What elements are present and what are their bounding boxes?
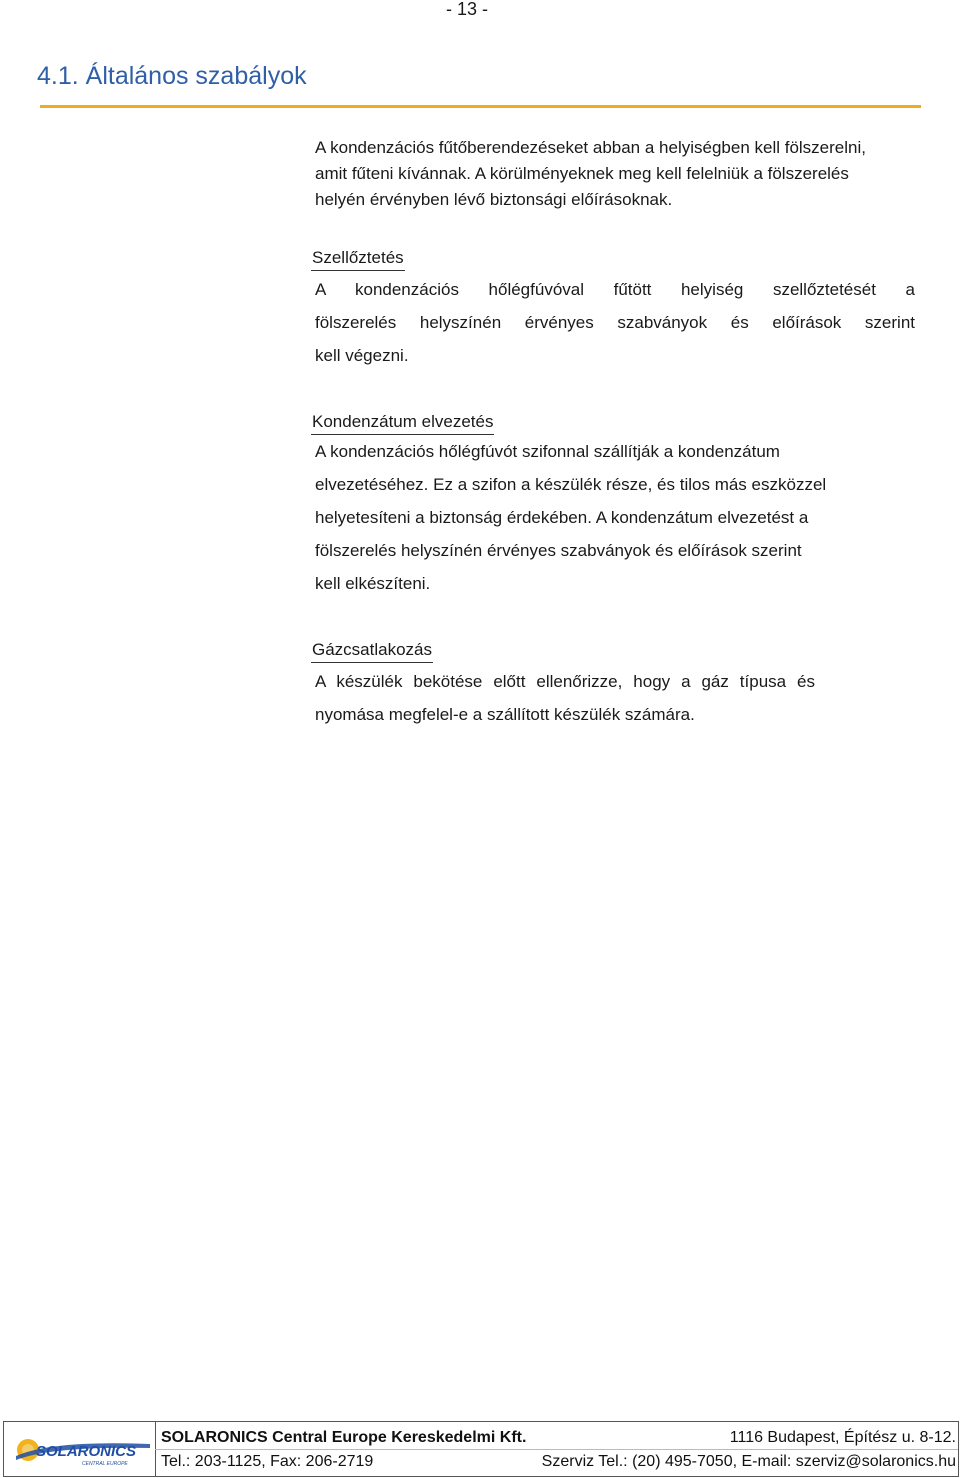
footer-company: SOLARONICS Central Europe Kereskedelmi Kft. xyxy=(161,1429,527,1446)
logo-subtext: CENTRAL EUROPE xyxy=(82,1461,128,1467)
page-footer xyxy=(3,1421,959,1477)
section-ventilation xyxy=(312,248,915,372)
paragraph-line: A készülék bekötése előtt ellenőrizze, hogy a gáz típusa és xyxy=(315,672,815,691)
subheading-gas-connection: Gázcsatlakozás xyxy=(311,640,433,663)
subheading-ventilation: Szellőztetés xyxy=(311,248,405,271)
paragraph-line: fölszerelés helyszínén érvényes szabványok és előírások szerint xyxy=(315,313,915,332)
paragraph-line: A kondenzációs hőlégfúvót szifonnal szállítják a kondenzátum xyxy=(315,442,780,461)
section-condensate-drain xyxy=(312,412,915,600)
intro-line: A kondenzációs fűtőberendezéseket abban a helyiségben kell fölszerelni, xyxy=(315,138,866,157)
solaronics-logo xyxy=(12,1432,152,1468)
paragraph-line: elvezetéséhez. Ez a szifon a készülék része, és tilos más eszközzel xyxy=(315,475,827,494)
subheading-condensate-drain: Kondenzátum elvezetés xyxy=(311,412,494,435)
intro-line: amit fűteni kívánnak. A körülményeknek meg kell felelniük a fölszerelés xyxy=(315,164,849,183)
footer-divider xyxy=(155,1449,958,1450)
footer-service: Szerviz Tel.: (20) 495-7050, E-mail: szerviz@solaronics.hu xyxy=(541,1453,956,1470)
paragraph-line: helyetesíteni a biztonság érdekében. A kondenzátum elvezetést a xyxy=(315,508,809,527)
paragraph-line: kell végezni. xyxy=(315,346,409,365)
footer-phone-fax: Tel.: 203-1125, Fax: 206-2719 xyxy=(161,1453,374,1470)
logo-text: SOLARONICS xyxy=(36,1443,137,1460)
section-gas-connection xyxy=(312,640,915,731)
intro-line: helyén érvényben lévő biztonsági előírásoknak. xyxy=(315,190,673,209)
footer-address: 1116 Budapest, Építész u. 8-12. xyxy=(729,1429,956,1446)
section-heading: 4.1. Általános szabályok xyxy=(37,62,307,90)
paragraph-line: nyomása megfelel-e a szállított készülék számára. xyxy=(315,705,695,724)
intro-paragraph xyxy=(315,135,915,213)
paragraph-line: kell elkészíteni. xyxy=(315,574,431,593)
heading-rule xyxy=(40,105,921,108)
paragraph-line: A kondenzációs hőlégfúvóval fűtött helyiség szellőztetését a xyxy=(315,280,915,299)
paragraph-line: fölszerelés helyszínén érvényes szabványok és előírások szerint xyxy=(315,541,802,560)
page-number: - 13 - xyxy=(446,0,489,19)
